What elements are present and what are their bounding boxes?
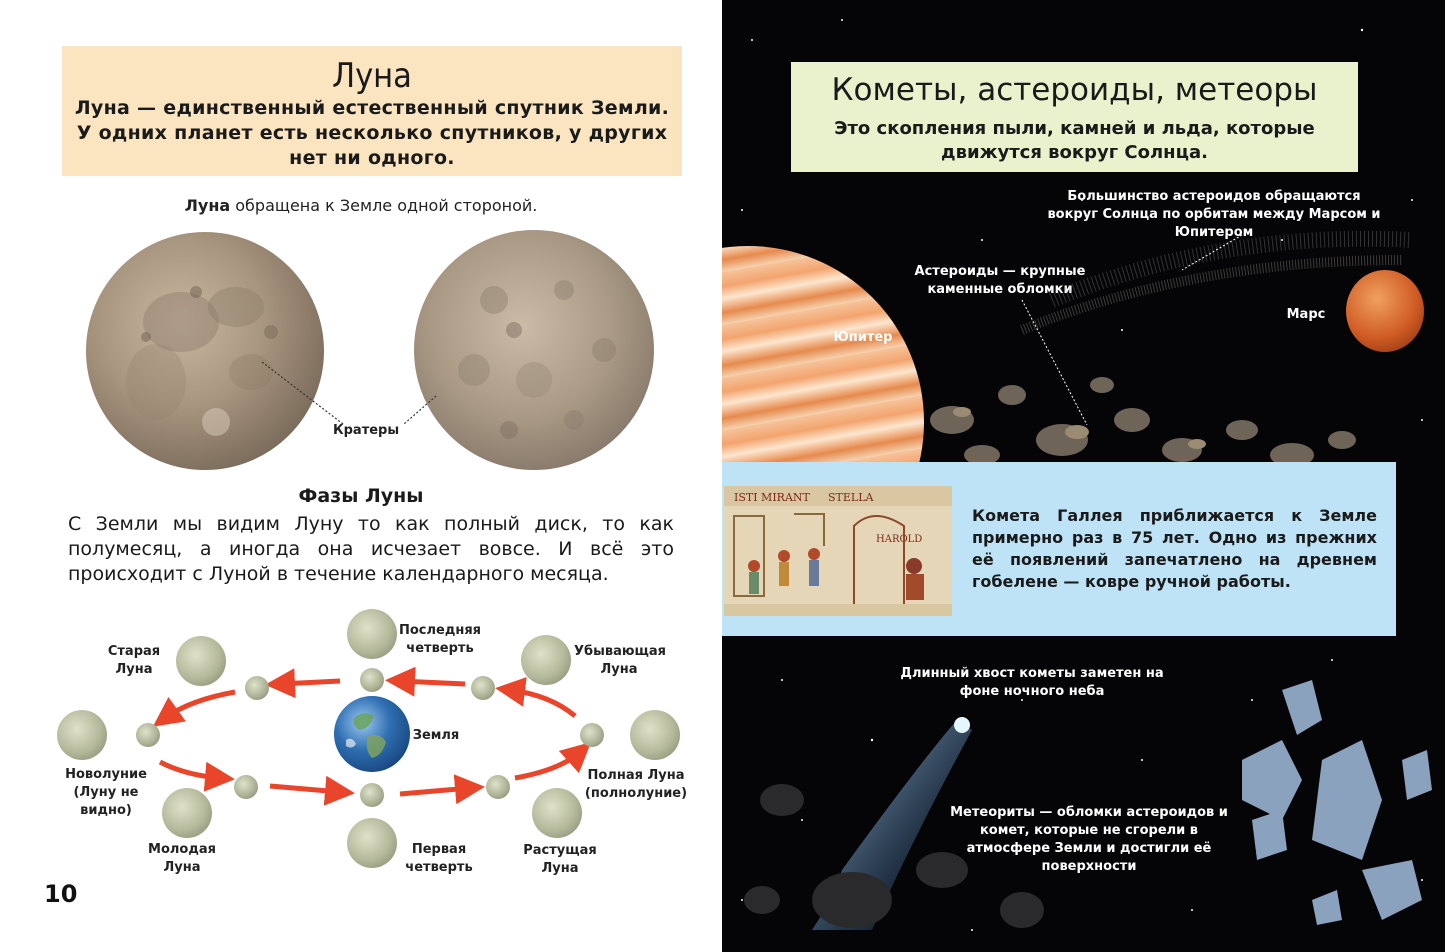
arrow-full-moon: [515, 752, 580, 778]
comets-intro-text: Это скопления пыли, камней и льда, которые движутся вокруг Солнца.: [834, 118, 1315, 163]
last-quarter-moon: [347, 609, 397, 659]
comets-title: Кометы, астероиды, метеоры: [831, 72, 1318, 108]
young-moon-orbit-moon: [234, 775, 258, 799]
moon-face-caption-rest: обращена к Земле одной стороной.: [230, 196, 538, 215]
last-quarter-orbit-moon: [360, 668, 384, 692]
new-moon: [57, 710, 107, 760]
young-moon: [162, 788, 212, 838]
moon-title: Луна: [332, 56, 412, 96]
arrow-first-quarter: [270, 786, 340, 792]
arrow-last-quarter: [400, 681, 465, 684]
new-moon-label: Новолуние (Луну не видно): [65, 767, 147, 818]
asteroid-belt-label: Большинство астероидов обращаются вокруг Солнца по орбитам между Марсом и Юпитером: [1047, 189, 1381, 240]
waxing-orbit-moon: [486, 775, 510, 799]
waning-moon: [521, 635, 571, 685]
old-moon-label: Старая Луна: [107, 644, 161, 677]
old-moon: [176, 636, 226, 686]
full-moon-label: Полная Луна (полнолуние): [584, 768, 688, 801]
earth-label: Земля: [412, 728, 460, 743]
halley-comet-text: Комета Галлея приближается к Земле примерно раз в 75 лет. Одно из прежних её появлений запечатлено на древнем гобелене — ковре ручной работы.: [972, 506, 1377, 591]
full-moon: [630, 710, 680, 760]
new-moon-orbit-moon: [136, 723, 160, 747]
moon-phases-title: Фазы Луны: [298, 485, 424, 507]
full-moon-orbit-moon: [580, 723, 604, 747]
arrow-young-moon: [160, 762, 220, 778]
arrow-old-moon: [280, 681, 340, 684]
first-quarter-label: Первая четверть: [405, 842, 473, 875]
jupiter-label: Юпитер: [833, 330, 893, 345]
moon-face-caption-bold: Луна: [184, 196, 231, 215]
first-quarter-orbit-moon: [360, 783, 384, 807]
page-number: 10: [44, 880, 78, 908]
moon-intro-text: Луна — единственный естественный спутник Земли. У одних планет есть несколько спутников, у других нет ни одного.: [74, 97, 670, 169]
waxing-moon-label: Растущая Луна: [523, 843, 597, 876]
tapestry-word-2: STELLA: [828, 491, 874, 504]
young-moon-label: Молодая Луна: [148, 842, 216, 875]
waning-moon-label: Убывающая Луна: [574, 644, 666, 677]
mars-label: Марс: [1286, 307, 1326, 322]
earth-continents: [334, 696, 410, 772]
left-page: [0, 0, 722, 952]
first-quarter-moon: [347, 818, 397, 868]
arrow-new-moon: [165, 692, 235, 718]
moon-phases-text: С Земли мы видим Луну то как полный диск, то как полумесяц, а иногда она исчезает вовсе. И всё это происходит с Луной в течение календарного месяца.: [68, 513, 674, 585]
arrow-waning: [510, 690, 575, 716]
old-moon-orbit-moon: [245, 676, 269, 700]
comet-tail-label: Длинный хвост кометы заметен на фоне ночного неба: [900, 666, 1164, 699]
arrow-waxing: [400, 788, 470, 794]
right-page: [722, 0, 1445, 952]
waning-orbit-moon: [471, 676, 495, 700]
earth-image: [334, 696, 410, 772]
last-quarter-label: Последняя четверть: [398, 623, 482, 656]
craters-label: Кратеры: [333, 423, 400, 438]
waxing-moon: [532, 788, 582, 838]
meteorites-label: Метеориты — обломки астероидов и комет, которые не сгорели в атмосфере Земли и достигли её поверхности: [950, 805, 1228, 874]
tapestry-word-1: ISTI MIRANT: [734, 491, 810, 504]
asteroids-label: Астероиды — крупные каменные обломки: [914, 264, 1086, 297]
tapestry-word-3: HAROLD: [876, 534, 923, 545]
